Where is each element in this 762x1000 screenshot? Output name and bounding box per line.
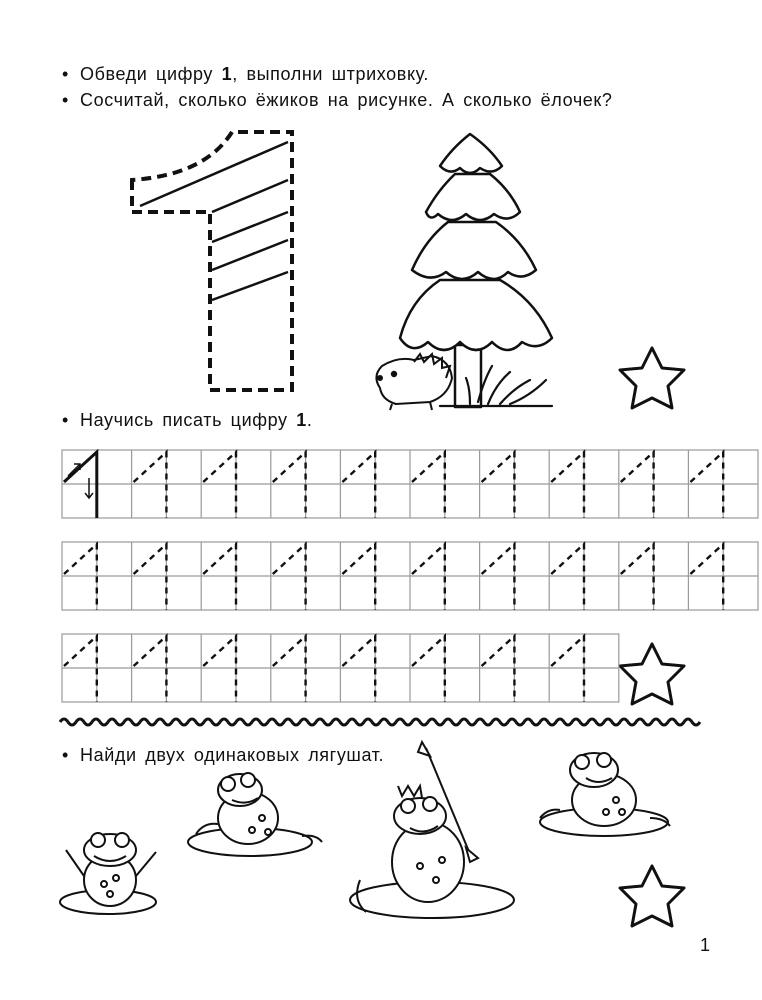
bullet: • [62,90,69,110]
dashed-digit-one [551,452,584,518]
dashed-digit-one [482,636,515,702]
star-icon [620,348,684,408]
dashed-digit-one [412,544,445,610]
task-write-after: . [306,410,313,430]
example-digit-one [64,452,97,518]
task-write-digit: 1 [296,410,307,430]
star-icon [620,866,684,926]
star-icon [620,644,684,704]
frog-middle-left-icon [188,773,322,856]
dashed-digit-one [203,452,236,518]
dashed-digit-one [551,636,584,702]
bullet: • [62,64,69,84]
dashed-digit-one [203,636,236,702]
dashed-digit-one [134,452,167,518]
bullet: • [62,745,69,765]
dashed-digit-one [690,544,723,610]
task-count-text: Сосчитай, сколько ёжиков на рисунке. А сколько ёлочек? [80,90,613,110]
dashed-digit-one [621,452,654,518]
big-digit-one [132,132,292,390]
frog-princess-icon [350,742,514,918]
writing-row [62,542,758,610]
dashed-digit-one [482,544,515,610]
dashed-digit-one [203,544,236,610]
dashed-digit-one [134,636,167,702]
bullet: • [62,410,69,430]
task-trace-digit: 1 [221,64,233,84]
task-frogs-text: Найди двух одинаковых лягушат. [80,745,385,765]
arrow-down-icon [85,478,93,498]
dashed-digit-one [273,452,306,518]
dashed-digit-one [551,544,584,610]
hedgehog-icon [376,354,452,410]
dashed-digit-one [342,452,375,518]
dashed-digit-one [621,544,654,610]
frog-right-icon [540,753,670,836]
writing-row [62,450,758,518]
dashed-digit-one [412,452,445,518]
task-trace-before: Обведи цифру [80,64,222,84]
dashed-digit-one [273,544,306,610]
dashed-digit-one [342,636,375,702]
dashed-digit-one [412,636,445,702]
page-number: 1 [699,935,710,955]
digit-hatching [140,142,288,300]
dashed-digit-one [64,636,97,702]
dashed-digit-one [134,544,167,610]
task-write-before: Научись писать цифру [80,410,297,430]
frog-left-icon [60,833,156,914]
dashed-digit-one [273,636,306,702]
task-trace-after: , выполни штриховку. [232,64,430,84]
dashed-digit-one [342,544,375,610]
wavy-divider [60,719,700,725]
writing-row [62,634,619,702]
dashed-digit-one [482,452,515,518]
dashed-digit-one [64,544,97,610]
dashed-digit-one [690,452,723,518]
